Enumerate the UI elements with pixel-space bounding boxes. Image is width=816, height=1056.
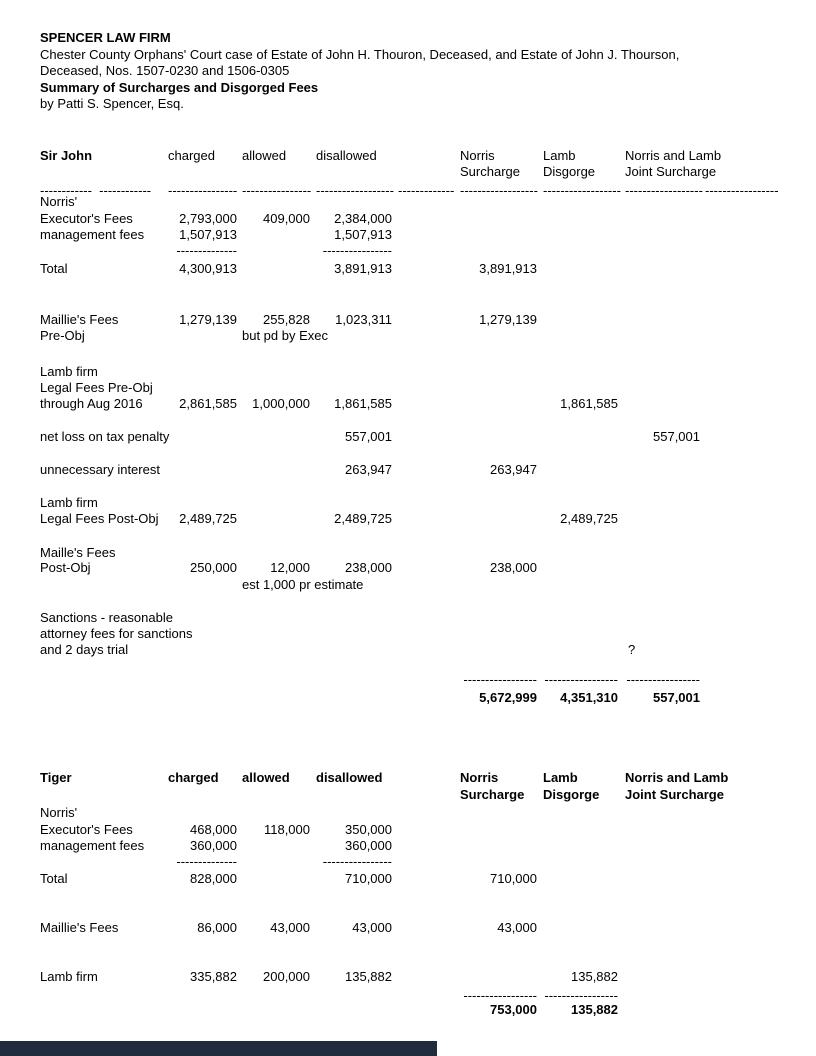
cell-norris: 1,279,139 [479,312,537,327]
row-label: Legal Fees Pre-Obj [40,380,153,395]
cell-norris: 263,947 [490,462,537,477]
table-row [40,822,808,838]
row-label: Lamb firm [40,364,98,379]
cell-norris: 753,000 [490,1002,537,1017]
cell-charged: 2,861,585 [179,396,237,411]
cell-lamb: 1,861,585 [560,396,618,411]
cell-allowed: 43,000 [270,920,310,935]
byline: by Patti S. Spencer, Esq. [40,96,184,111]
cell-charged: 4,300,913 [179,261,237,276]
row-label: Lamb firm [40,969,98,984]
column-header-allowed: allowed [242,148,287,163]
row-label: Legal Fees Post-Obj [40,511,159,526]
cell-allowed: 200,000 [263,969,310,984]
table-row [40,642,808,658]
row-label: and 2 days trial [40,642,129,657]
table-header-row [40,770,808,786]
row-label: management fees [40,838,145,853]
table-row [40,690,808,706]
row-label: through Aug 2016 [40,396,143,411]
cell-allowed: 409,000 [263,211,310,226]
dash-separator: ------------------ [460,183,538,198]
column-header-lamb: Disgorge [543,787,600,802]
row-label: net loss on tax penalty [40,429,170,444]
cell-disallowed: 238,000 [345,560,392,575]
table-row [40,380,808,396]
cell-charged: 1,279,139 [179,312,237,327]
cell-lamb: 4,351,310 [560,690,618,705]
cell-disallowed: 360,000 [345,838,392,853]
cell-norris: 43,000 [497,920,537,935]
dash-separator: ---------------- [322,854,392,869]
column-header-lamb: Lamb [543,770,578,785]
table-row [40,429,808,445]
dash-separator-row [40,672,808,688]
table-row [40,610,808,626]
column-header-joint: Norris and Lamb [625,148,722,163]
cell-charged: 468,000 [190,822,237,837]
table-row [40,969,808,985]
table-row [40,328,808,344]
table-row [40,194,808,210]
dash-separator: ------------------ [316,183,394,198]
row-label: Lamb firm [40,495,98,510]
question-mark: ? [628,642,636,657]
cell-charged: 828,000 [190,871,237,886]
table-row [40,261,808,277]
cell-disallowed: 135,882 [345,969,392,984]
cell-note: est 1,000 pr estimate [242,577,364,592]
dash-separator: -------------- [176,243,237,258]
table-row [40,577,808,593]
table-row [40,396,808,412]
table-header-row [40,164,808,180]
dash-separator: ---------------- [242,183,312,198]
column-header-norris: Surcharge [460,164,520,179]
table-row [40,560,808,576]
dash-separator: ----------------- [463,672,537,687]
cell-note: but pd by Exec [242,328,328,343]
row-label: Sanctions - reasonable [40,610,173,625]
row-label: Executor's Fees [40,822,133,837]
row-label: Total [40,261,68,276]
row-label: unnecessary interest [40,462,160,477]
bottom-dark-bar [0,1041,437,1056]
row-label: Post-Obj [40,560,91,575]
document-title: Summary of Surcharges and Disgorged Fees [40,80,319,95]
cell-charged: 360,000 [190,838,237,853]
column-header-lamb: Disgorge [543,164,596,179]
cell-charged: 250,000 [190,560,237,575]
column-header-disallowed: disallowed [316,770,383,785]
column-header-norris: Norris [460,770,499,785]
column-header-norris: Surcharge [460,787,525,802]
dash-separator: ------------------ [625,183,703,198]
cell-disallowed: 1,507,913 [334,227,392,242]
table-row [40,838,808,854]
cell-disallowed: 263,947 [345,462,392,477]
cell-disallowed: 557,001 [345,429,392,444]
cell-charged: 1,507,913 [179,227,237,242]
cell-disallowed: 710,000 [345,871,392,886]
table-row [40,1002,808,1018]
table-row [40,626,808,642]
cell-joint: 557,001 [653,429,700,444]
column-header-joint: Norris and Lamb [625,770,729,785]
cell-norris: 710,000 [490,871,537,886]
dash-separator: ------------------ [543,183,621,198]
cell-lamb: 135,882 [571,969,618,984]
column-header-joint: Joint Surcharge [625,164,717,179]
cell-disallowed: 2,489,725 [334,511,392,526]
cell-charged: 86,000 [197,920,237,935]
cell-allowed: 12,000 [270,560,310,575]
row-label: Maillie's Fees [40,312,119,327]
dash-separator: ----------------- [544,672,618,687]
cell-lamb: 135,882 [571,1002,618,1017]
dash-separator: ---------------- [168,183,238,198]
row-label: Maille's Fees [40,545,116,560]
cell-disallowed: 350,000 [345,822,392,837]
dash-separator: ----------------- [705,183,779,198]
cell-charged: 2,793,000 [179,211,237,226]
row-label: Norris' [40,194,78,209]
cell-norris: 5,672,999 [479,690,537,705]
table-title: Tiger [40,770,72,785]
firm-name: SPENCER LAW FIRM [40,30,171,45]
cell-lamb: 2,489,725 [560,511,618,526]
cell-allowed: 1,000,000 [252,396,310,411]
cell-allowed: 255,828 [263,312,310,327]
column-header-charged: charged [168,148,215,163]
cell-norris: 3,891,913 [479,261,537,276]
cell-disallowed: 2,384,000 [334,211,392,226]
table-row [40,364,808,380]
row-label: Maillie's Fees [40,920,119,935]
row-label: Norris' [40,805,78,820]
table-row [40,871,808,887]
column-header-charged: charged [168,770,219,785]
table-row [40,211,808,227]
row-label: attorney fees for sanctions [40,626,193,641]
row-label: Pre-Obj [40,328,85,343]
cell-joint: 557,001 [653,690,700,705]
column-header-lamb: Lamb [543,148,576,163]
table-row [40,805,808,821]
cell-disallowed: 3,891,913 [334,261,392,276]
table-row [40,511,808,527]
dash-separator: ----------------- [544,988,618,1003]
table-row [40,227,808,243]
cell-disallowed: 43,000 [352,920,392,935]
row-label: management fees [40,227,145,242]
cell-norris: 238,000 [490,560,537,575]
dash-separator: ---------------- [322,243,392,258]
table-row [40,495,808,511]
cell-disallowed: 1,023,311 [335,312,392,327]
case-caption-line2: Deceased, Nos. 1507-0230 and 1506-0305 [40,63,290,78]
cell-charged: 2,489,725 [179,511,237,526]
table-header-row [40,787,808,803]
column-header-norris: Norris [460,148,495,163]
dash-separator: -------------- [176,854,237,869]
cell-charged: 335,882 [190,969,237,984]
table-row [40,920,808,936]
table-row [40,545,808,561]
dash-separator-row [40,854,808,870]
table-header-row [40,148,808,164]
row-label: Executor's Fees [40,211,133,226]
row-label: Total [40,871,68,886]
column-header-disallowed: disallowed [316,148,377,163]
dash-separator: ------------ ------------ [40,183,152,198]
column-header-joint: Joint Surcharge [625,787,724,802]
table-row [40,312,808,328]
cell-disallowed: 1,861,585 [334,396,392,411]
dash-separator: ------------- [398,183,455,198]
case-caption-line1: Chester County Orphans' Court case of Estate of John H. Thouron, Deceased, and Estate of John J. Thourson, [40,47,680,62]
dash-separator: ----------------- [626,672,700,687]
table-row [40,462,808,478]
dash-separator-row [40,243,808,259]
dash-separator: ----------------- [463,988,537,1003]
table-title: Sir John [40,148,93,163]
column-header-allowed: allowed [242,770,290,785]
cell-allowed: 118,000 [263,822,310,837]
